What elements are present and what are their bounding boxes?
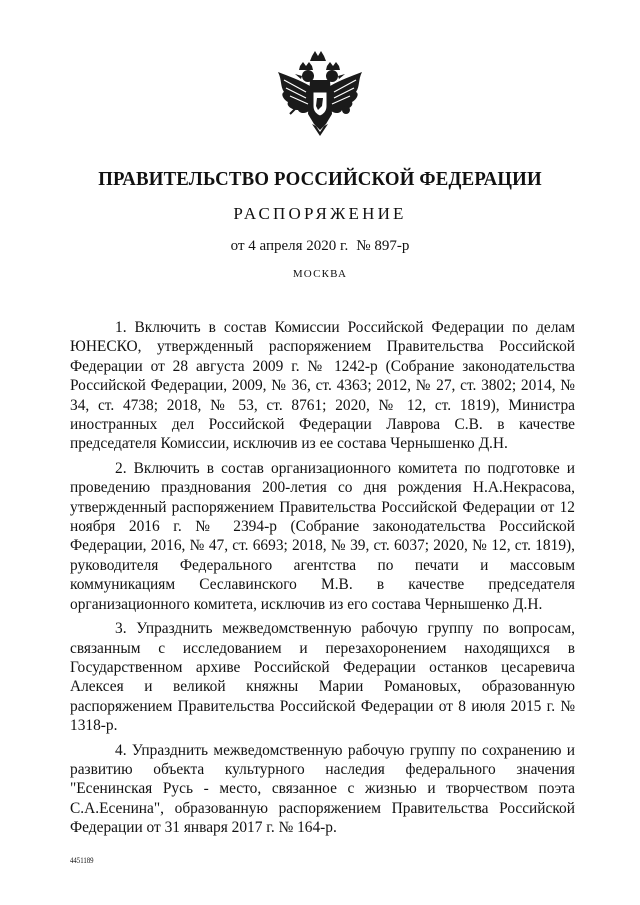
paragraph-1: 1. Включить в состав Комиссии Российской Федерации по делам ЮНЕСКО, утвержденный распоряжением Правительства Российской Федерации от 28 августа 2009 г. № 1242-р (Собрание законодательства Российской Федерации, 2009, № 36, ст. 4363; 2012, № 27, ст. 3802; 2014, № 34, ст. 4738; 2018, № 53, ст. 8761; 2020, № 12, ст. 1819), Министра иностранных дел Российской Федерации Лаврова С.В. в качестве председателя Комиссии, исключив из ее состава Чернышенко Д.Н.	[70, 319, 575, 453]
document-body	[70, 318, 575, 843]
government-title: ПРАВИТЕЛЬСТВО РОССИЙСКОЙ ФЕДЕРАЦИИ	[98, 168, 542, 190]
document-number: № 897-р	[356, 238, 410, 254]
paragraph-4: 4. Упразднить межведомственную рабочую группу по сохранению и развитию объекта культурного наследия федерального значения "Есенинская Русь - место, связанное с жизнью и творчеством поэта С.А.Есенина", образованную распоряжением Правительства Российской Федерации от 31 января 2017 г. № 164-р.	[70, 741, 575, 837]
paragraph-3: 3. Упразднить межведомственную рабочую группу по вопросам, связанным с исследованием и перезахоронением находящихся в Государственном архиве Российской Федерации останков цесаревича Алексея и великой княжны Марии Романовых, образованную распоряжением Правительства Российской Федерации от 8 июля 2015 г. № 1318-р.	[70, 620, 575, 735]
document-city: МОСКВА	[292, 268, 348, 280]
footer-document-code: 4451189	[70, 856, 94, 865]
document-date-line	[0, 238, 640, 255]
document-date: от 4 апреля 2020 г.	[230, 238, 349, 254]
paragraph-2: 2. Включить в состав организационного комитета по подготовке и проведению празднования 200-летия со дня рождения Н.А.Некрасова, утвержденный распоряжением Правительства Российской Федерации от 12 ноября 2016 г. № 2394-р (Собрание законодательства Российской Федерации, 2016, № 47, ст. 6693; 2018, № 39, ст. 6037; 2020, № 12, ст. 1819), руководителя Федерального агентства по печати и массовым коммуникациям Сеславинского М.В. в качестве председателя организационного комитета, исключив из его состава Чернышенко Д.Н.	[70, 459, 575, 613]
document-type: РАСПОРЯЖЕНИЕ	[233, 204, 407, 223]
coat-of-arms-emblem	[270, 50, 370, 136]
